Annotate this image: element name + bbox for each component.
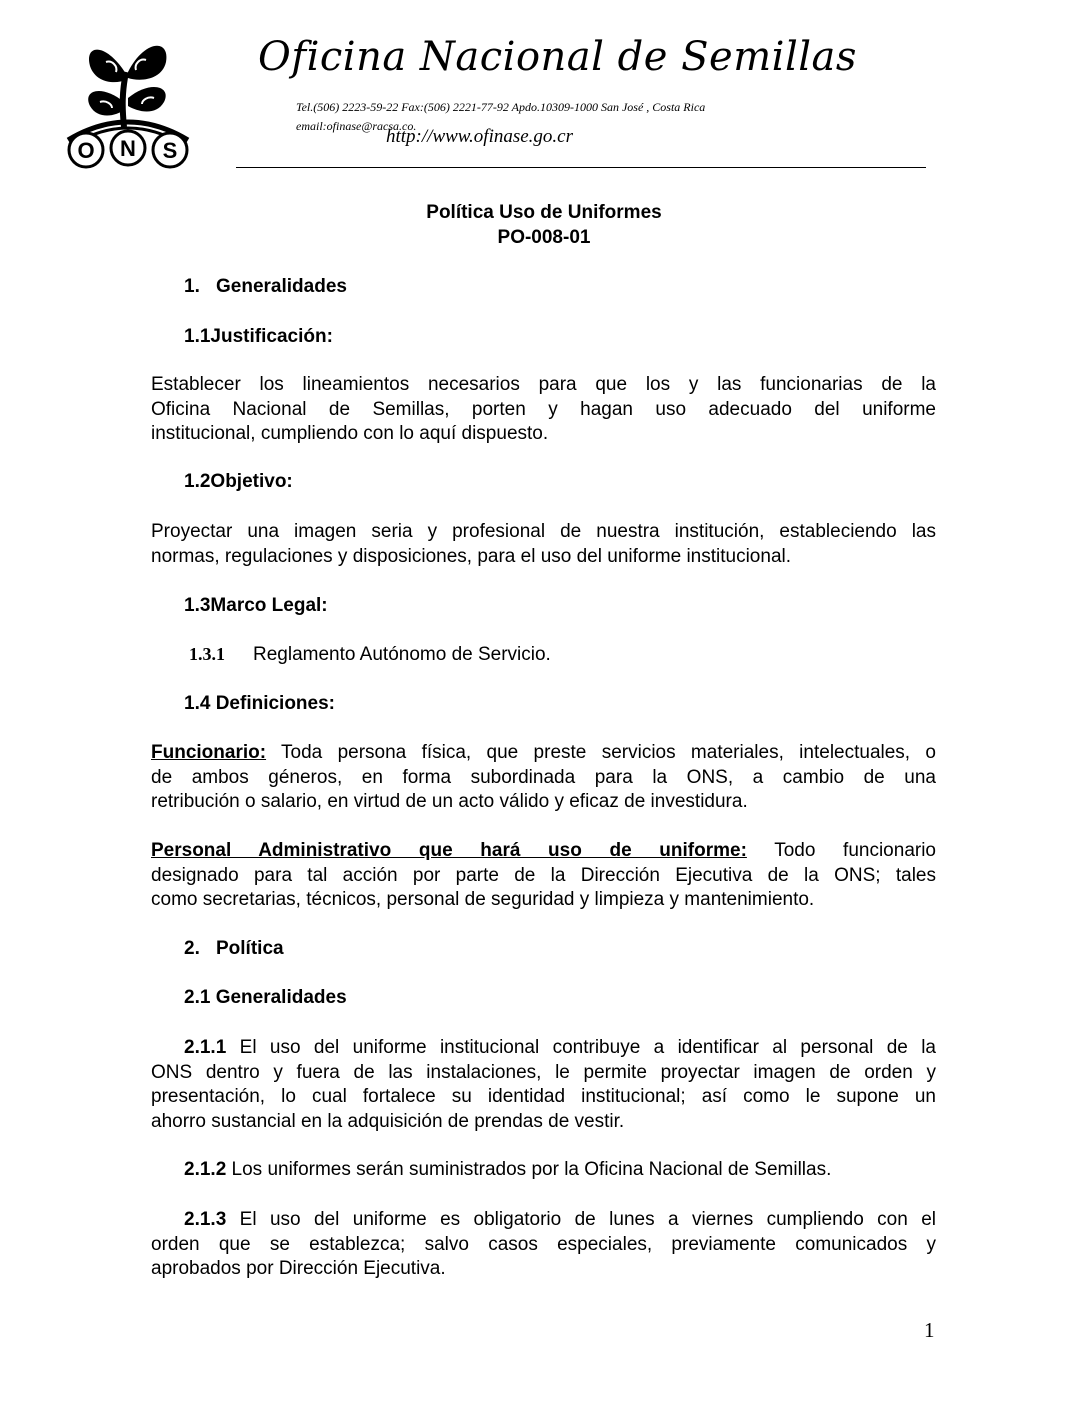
section-number: 1.4	[184, 693, 211, 714]
header-divider	[236, 167, 926, 168]
item-number: 2.1.3	[184, 1209, 227, 1230]
paragraph-line	[151, 1208, 936, 1233]
paragraph-line: institucional, cumpliendo con lo aquí dispuesto.	[151, 423, 549, 444]
item-2-1-1-paragraph	[151, 1036, 936, 1134]
svg-text:N: N	[120, 136, 136, 161]
paragraph-line: normas, regulaciones y disposiciones, para el uso del uniforme institucional.	[151, 545, 792, 567]
paragraph-line	[151, 839, 936, 864]
definition-term: Funcionario:	[151, 742, 267, 763]
page-number: 1	[924, 1318, 935, 1342]
legal-framework-item	[189, 644, 551, 666]
section-2-1-heading	[184, 987, 347, 1009]
paragraph-line: presentación, lo cual fortalece su identidad institucional; así como le supone un	[151, 1086, 936, 1107]
justification-paragraph	[151, 373, 936, 447]
email-address: email:ofinase@racsa.co.	[296, 119, 417, 133]
document-title: Política Uso de Uniformes	[426, 202, 662, 223]
section-title: Definiciones:	[215, 693, 336, 714]
paragraph-line	[151, 1158, 936, 1183]
definition-personal-administrativo	[151, 839, 936, 913]
paragraph-line: Proyectar una imagen seria y profesional de nuestra institución, estableciendo las	[151, 521, 936, 542]
paragraph-line: como secretarias, técnicos, personal de seguridad y limpieza y mantenimiento.	[151, 889, 815, 910]
item-text: El uso del uniforme es obligatorio de lunes a viernes cumpliendo con el	[226, 1209, 936, 1230]
section-number: 1.1	[184, 326, 211, 347]
definition-text: Todo funcionario	[746, 840, 936, 861]
paragraph-line	[151, 741, 936, 766]
paragraph-line	[151, 1036, 936, 1061]
definition-text: Toda persona física, que preste servicios materiales, intelectuales, o	[266, 742, 936, 763]
item-2-1-3-paragraph	[151, 1208, 936, 1282]
paragraph-line: Establecer los lineamientos necesarios para que los y las funcionarias de la	[151, 374, 936, 395]
organization-name: Oficina Nacional de Semillas	[258, 34, 857, 80]
paragraph-line: aprobados por Dirección Ejecutiva.	[151, 1258, 446, 1279]
svg-text:O: O	[77, 138, 95, 163]
section-title: Política	[216, 938, 284, 959]
section-title: Marco Legal:	[210, 595, 328, 616]
item-number: 2.1.1	[184, 1037, 227, 1058]
paragraph-line: de ambos géneros, en forma subordinada para la ONS, a cambio de una	[151, 766, 936, 788]
section-title: Justificación:	[210, 326, 333, 347]
section-1-4-heading	[184, 693, 335, 715]
section-title: Generalidades	[216, 276, 347, 297]
item-2-1-2-paragraph	[151, 1158, 936, 1183]
paragraph-line: designado para tal acción por parte de la Dirección Ejecutiva de la ONS; tales	[151, 864, 936, 886]
section-1-heading	[184, 276, 347, 298]
section-number: 1.	[184, 276, 200, 297]
paragraph-line: Oficina Nacional de Semillas, porten y hagan uso adecuado del uniforme	[151, 398, 936, 420]
section-number: 1.3	[184, 595, 211, 616]
item-number: 2.1.2	[184, 1159, 227, 1180]
paragraph-line: ahorro sustancial en la adquisición de prendas de vestir.	[151, 1110, 625, 1132]
item-text: Reglamento Autónomo de Servicio.	[253, 644, 551, 665]
item-number: 1.3.1	[189, 644, 225, 664]
objective-paragraph	[151, 520, 936, 569]
svg-text:S: S	[162, 138, 178, 163]
document-code: PO-008-01	[497, 227, 591, 248]
definition-funcionario	[151, 741, 936, 815]
section-title: Generalidades	[215, 987, 347, 1008]
section-number: 1.2	[184, 471, 211, 492]
section-2-heading	[184, 938, 284, 960]
section-number: 2.1	[184, 987, 211, 1008]
paragraph-line: orden que se establezca; salvo casos especiales, previamente comunicados y	[151, 1233, 936, 1255]
ons-logo-icon	[66, 32, 190, 172]
paragraph-line: ONS dentro y fuera de las instalaciones, le permite proyectar imagen de orden y	[151, 1061, 936, 1083]
definition-term: Personal Administrativo que hará uso de uniforme:	[151, 840, 747, 861]
item-text: El uso del uniforme institucional contribuye a identificar al personal de la	[226, 1037, 936, 1058]
paragraph-line: retribución o salario, en virtud de un acto válido y eficaz de investidura.	[151, 791, 748, 812]
section-title: Objetivo:	[210, 471, 293, 492]
contact-info: Tel.(506) 2223-59-22 Fax:(506) 2221-77-92 Apdo.10309-1000 San José , Costa Rica	[296, 100, 706, 114]
website-link[interactable]: http://www.ofinase.go.cr	[386, 126, 574, 147]
section-number: 2.	[184, 938, 200, 959]
item-text: Los uniformes serán suministrados por la Oficina Nacional de Semillas.	[226, 1159, 832, 1180]
section-1-1-heading	[184, 326, 333, 348]
section-1-2-heading	[184, 471, 293, 493]
section-1-3-heading	[184, 595, 328, 617]
